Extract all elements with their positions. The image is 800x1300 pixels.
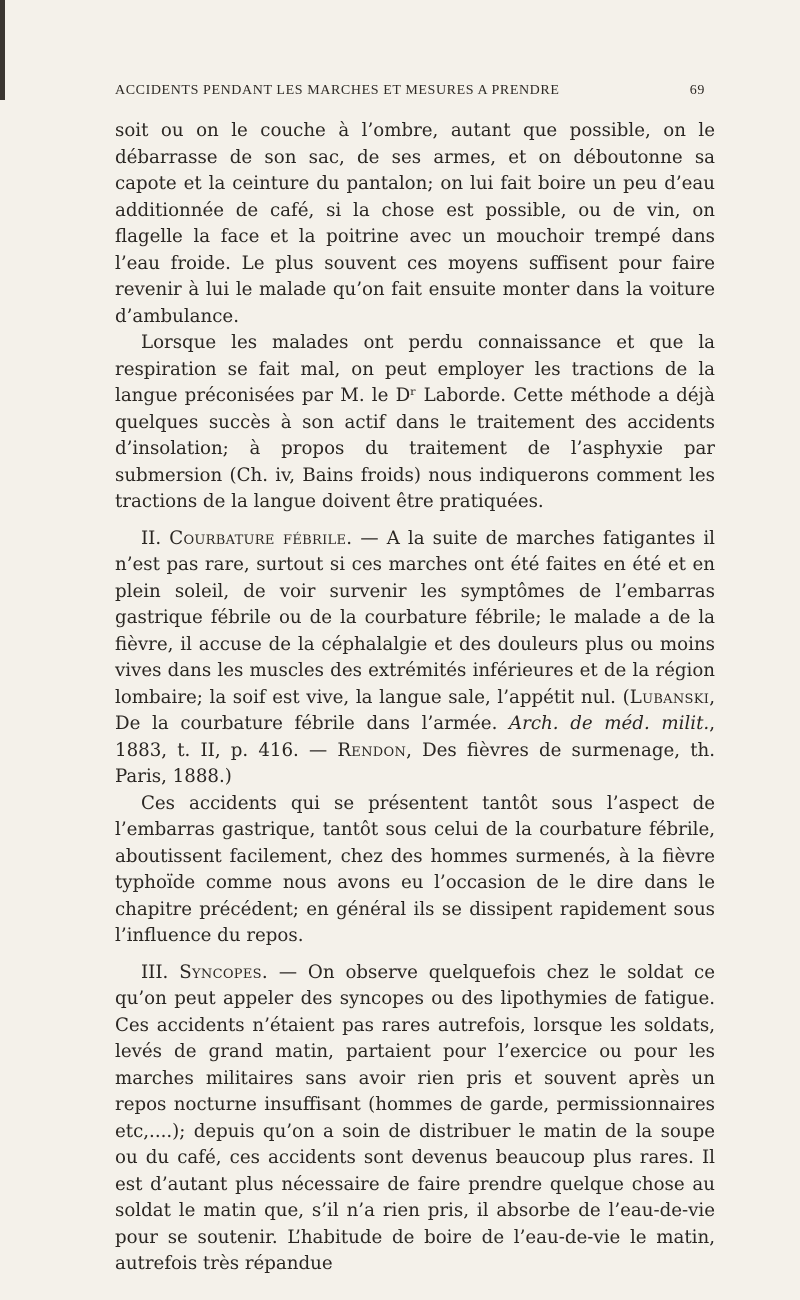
page-number: 69 [689,83,705,98]
section-heading: Syncopes. [179,961,268,983]
citation-text: , 1883, t. II, p. 416. — [115,713,715,761]
paragraph-tractions-langue: Lorsque les malades ont perdu connaissance et que la respiration se fait mal, on peut employer les tractions de la langue préconisées par M. le Dʳ Laborde. Cette méthode a déjà quelques succès à son actif dans le traitement des accidents d’insolation; à propos du traitement de l’asphyxie par submersion (Ch. iv, Bains froids) nous indiquerons comment les tractions de la langue doivent être pratiquées. [115,332,715,512]
citation-journal: Arch. de méd. milit. [509,713,710,734]
section-number: III. [141,961,169,983]
running-title: ACCIDENTS PENDANT LES MARCHES ET MESURES A PRENDRE [115,83,560,98]
paragraph-fievre-typhoide: Ces accidents qui se présentent tantôt sous l’aspect de l’embarras gastrique, tantôt sous celui de la courbature fébrile, aboutissent facilement, chez des hommes surmenés, à la fièvre typhoïde comme nous avons eu l’occasion de le dire dans le chapitre précédent; en général ils se dissipent rapidement sous l’influence du repos. [115,792,715,946]
citation-author: Rendon [337,739,407,761]
section-text: — A la suite de marches fatigantes il n’est pas rare, surtout si ces marches ont été faites en été et en plein soleil, de voir survenir les symptômes de l’embarras gastrique fébrile ou de la courbature fébrile; le malade a de la fièvre, il accuse de la céphalalgie et des douleurs plus ou moins vives dans les muscles des extrémités inférieures et de la région lombaire; la soif est vive, la langue sale, l’appétit nul. ( [115,527,715,708]
citation-author: Lubanski [629,686,710,708]
section-text: — On observe quelquefois chez le soldat ce qu’on peut appeler des syncopes ou des lipothymies de fatigue. Ces accidents n’étaient pas rares autrefois, lorsque les soldats, levés de grand matin, partaient pour l’exercice ou pour les marches militaires sans avoir rien pris et souvent après un repos nocturne insuffisant (hommes de garde, permissionnaires etc,....); depuis qu’on a soin de distribuer le matin de la soupe ou du café, ces accidents sont devenus beaucoup plus rares. Il est d’autant plus nécessaire de faire prendre quelque chose au soldat le matin que, s’il n’a rien pris, il absorbe de l’eau-de-vie pour se soutenir. L’habitude de boire de l’eau-de-vie le matin, autrefois très répandue [115,961,715,1274]
citation-text: , Des fièvres de surmenage, th. Paris, 1888.) [115,739,716,787]
citation-text: , De la courbature fébrile dans l’armée. [115,686,715,734]
section-courbature-febrile [115,526,715,791]
section-number: II. [141,527,162,549]
body-text [115,118,715,1278]
paragraph-continuation: soit ou on le couche à l’ombre, autant que possible, on le débarrasse de son sac, de ses armes, et on déboutonne sa capote et la ceinture du pantalon; on lui fait boire un peu d’eau additionnée de café, si la chose est possible, ou de vin, on flagelle la face et la poitrine avec un mouchoir trempé dans l’eau froide. Le plus souvent ces moyens suffisent pour faire revenir à lui le malade qu’on fait ensuite monter dans la voiture d’ambulance. [115,120,715,327]
running-header [115,83,705,105]
section-heading: Courbature fébrile. [169,527,353,549]
section-syncopes [115,960,715,1278]
page-edge-shadow [0,0,5,100]
